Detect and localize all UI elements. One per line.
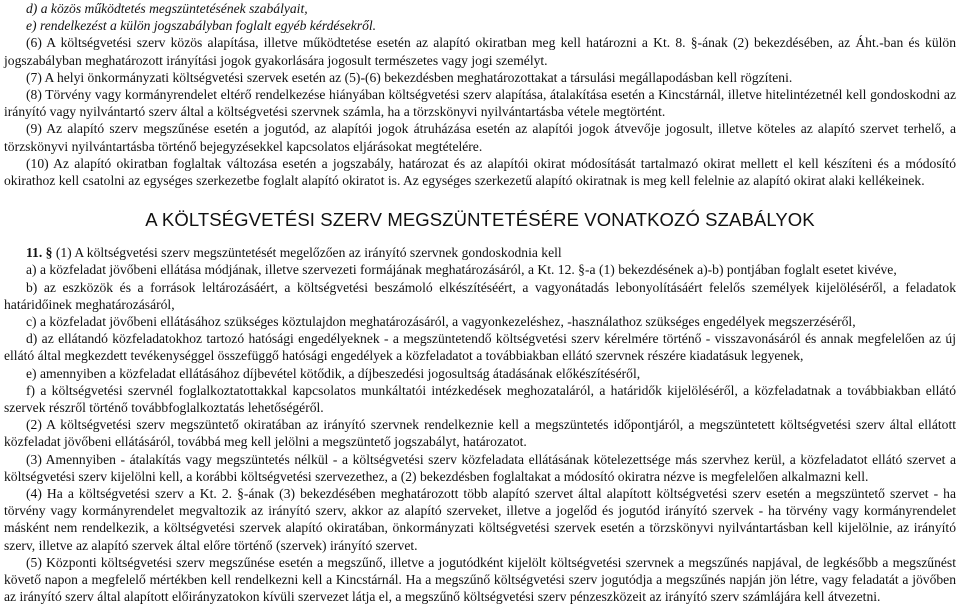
paragraph-8: (8) Törvény vagy kormányrendelet eltérő rendelkezése hiányában költségvetési szerv alapítása, átalakítása esetén a Kincstárnál, illetve hitelintézetnél kell gondoskodni az irányító vagy nyilvántartó szerv által a költségvetési szervnek számla, ha a törzskönyvi nyilvántartásba vétele megtörtént. (4, 87, 956, 120)
point-f: f) a költségvetési szervnél foglalkoztatottakkal kapcsolatos munkáltatói intézkedések meghozataláról, a határidők kijelöléséről, a közfeladatnak a továbbiakban ellátó szervek részről történő továbbfoglalkoztatás lehetőségéről. (4, 382, 956, 416)
paragraph-9: (9) Az alapító szerv megszűnése esetén a jogutód, az alapítói jogok átruházása esetén az alapítói jogok átvevője jogosult, illetve köteles az alapító szervet terhelő, a törzskönyvi nyilvántartásba történő bejegyzésekkel kapcsolatos eljárásokat megtételére. (4, 121, 956, 154)
section-11-intro: 11. § (1) A költségvetési szerv megszüntetését megelőzően az irányító szervnek gondoskodnia kell (26, 245, 562, 261)
section-heading: A KÖLTSÉGVETÉSI SZERV MEGSZÜNTETÉSÉRE VONATKOZÓ SZABÁLYOK (145, 209, 815, 231)
paragraph-2: (2) A költségvetési szerv megszüntető okiratában az irányító szervnek rendelkeznie kell a megszüntetés időpontjáról, a megszüntetett költségvetési szerv által ellátott közfeladat jövőbeni ellátásáról, továbbá meg kell jelölni a megszüntető jogszabályt, határozatot. (4, 417, 956, 450)
point-c: c) a közfeladat jövőbeni ellátásához szükséges köztulajdon meghatározásáról, a vagyonkezeléshez, -használathoz szükséges engedélyek megszerzéséről, (26, 314, 856, 330)
paragraph-4: (4) Ha a költségvetési szerv a Kt. 2. §-ának (3) bekezdésében meghatározott több alapító szervet által alapított költségvetési szerv esetén a megszüntető szervet - ha törvény vagy kormányrendelet megvaltozik az irányító szerv, akkor az alapító szerveket, illetve a jogelőd és jogutód irányító szervek - ha törvény vagy kormányrendelet másként nem rendelkezik, a költségvetési szervek alapító okiratában, önkormányzati költségvetési szervek esetén a törzskönyvi nyilvántartásban kell kijelölnie, az irányító szerv, illetve az alapító szervek által előre történő (szervek) irányító szervet. (4, 486, 956, 553)
paragraph-7: (7) A helyi önkormányzati költségvetési szervek esetén az (5)-(6) bekezdésben meghatározottakat a társulási megállapodásban kell rögzíteni. (26, 69, 793, 85)
section-number: 11. § (26, 245, 53, 261)
point-b: b) az eszközök és a források leltározásáért, a költségvetési beszámoló elkészítéséért, a vagyonátadás lebonyolításáért felelős személyek kijelöléséről, a feladatok határidőinek meghatározásáról, (4, 279, 956, 312)
paragraph-10: (10) Az alapító okiratban foglaltak változása esetén a jogszabály, határozat és az alapítói okirat módosítását tartalmazó okirat mellett el kell készíteni és a módosító okirathoz kell csatolni az egységes szerkezetbe foglalt alapító okiratot is. Az egységes szerkezetű alapító okiratnak is meg kell felelnie az alapító okirat alaki kellékeinek. (4, 155, 956, 189)
paragraph-3: (3) Amennyiben - átalakítás vagy megszüntetés nélkül - a költségvetési szerv közfeladata ellátásának kötelezettsége más szervhez kerül, a közfeladatot ellátó szervet a költségvetési szerv kijelölni kell, a korábbi költségvetési szervezethez, a (2) bekezdésben foglaltakat a módosító okiratra nézve is megfelelően alkalmazni kell. (4, 451, 956, 484)
point-a: a) a közfeladat jövőbeni ellátása módjának, illetve szervezeti formájának meghatározásáról, a Kt. 12. §-a (1) bekezdésének a)-b) pontjában foglalt esetet kivéve, (26, 262, 897, 278)
point-e: e) amennyiben a közfeladat ellátásához díjbevétel kötődik, a díjbeszedési jogosultság átadásának előkészítéséről, (26, 365, 641, 381)
paragraph-5: (5) Központi költségvetési szerv megszűnése esetén a megszűnő, illetve a jogutódként kijelölt költségvetési szervnek a megszűnés napjával, de legkésőbb a megszűnést követő napon a megfelelő mértékben kell rendelkezni kell a Kincstárnál. Ha a megszűnő költségvetési szerv jogutódja a megszűnés napján jön létre, vagy feladatát a jövőben az irányító szerv által alapított előirányzatokon kívüli szervezet látja el, a megszűnő költségvetési szerv pénzeszközeit az irányító szerv számlájára kell átvezetni. (4, 554, 956, 605)
point-d: d) az ellátandó közfeladatokhoz tartozó hatósági engedélyeknek - a megszüntetendő költségvetési szerv kérelmére történő - visszavonásáról és annak megfelelően az új ellátó által megkezdett tevékenységgel összefüggő hatósági engedélyek a közfeladatot a továbbiakban ellátó szervnek részére kiadatásuk legyenek, (4, 331, 956, 364)
paragraph-6: (6) A költségvetési szerv közös alapítása, illetve működtetése esetén az alapító okiratban meg kell határozni a Kt. 8. §-ának (2) bekezdésében, az Áht.-ban és külön jogszabályban meghatározott irányítási jogok gyakorlására jogosult természetes vagy jogi személyt. (4, 35, 956, 68)
list-item-e: e) rendelkezést a külön jogszabályban foglalt egyéb kérdésekről. (26, 18, 377, 34)
list-item-d: d) a közös működtetés megszüntetésének szabályait, (26, 1, 308, 16)
